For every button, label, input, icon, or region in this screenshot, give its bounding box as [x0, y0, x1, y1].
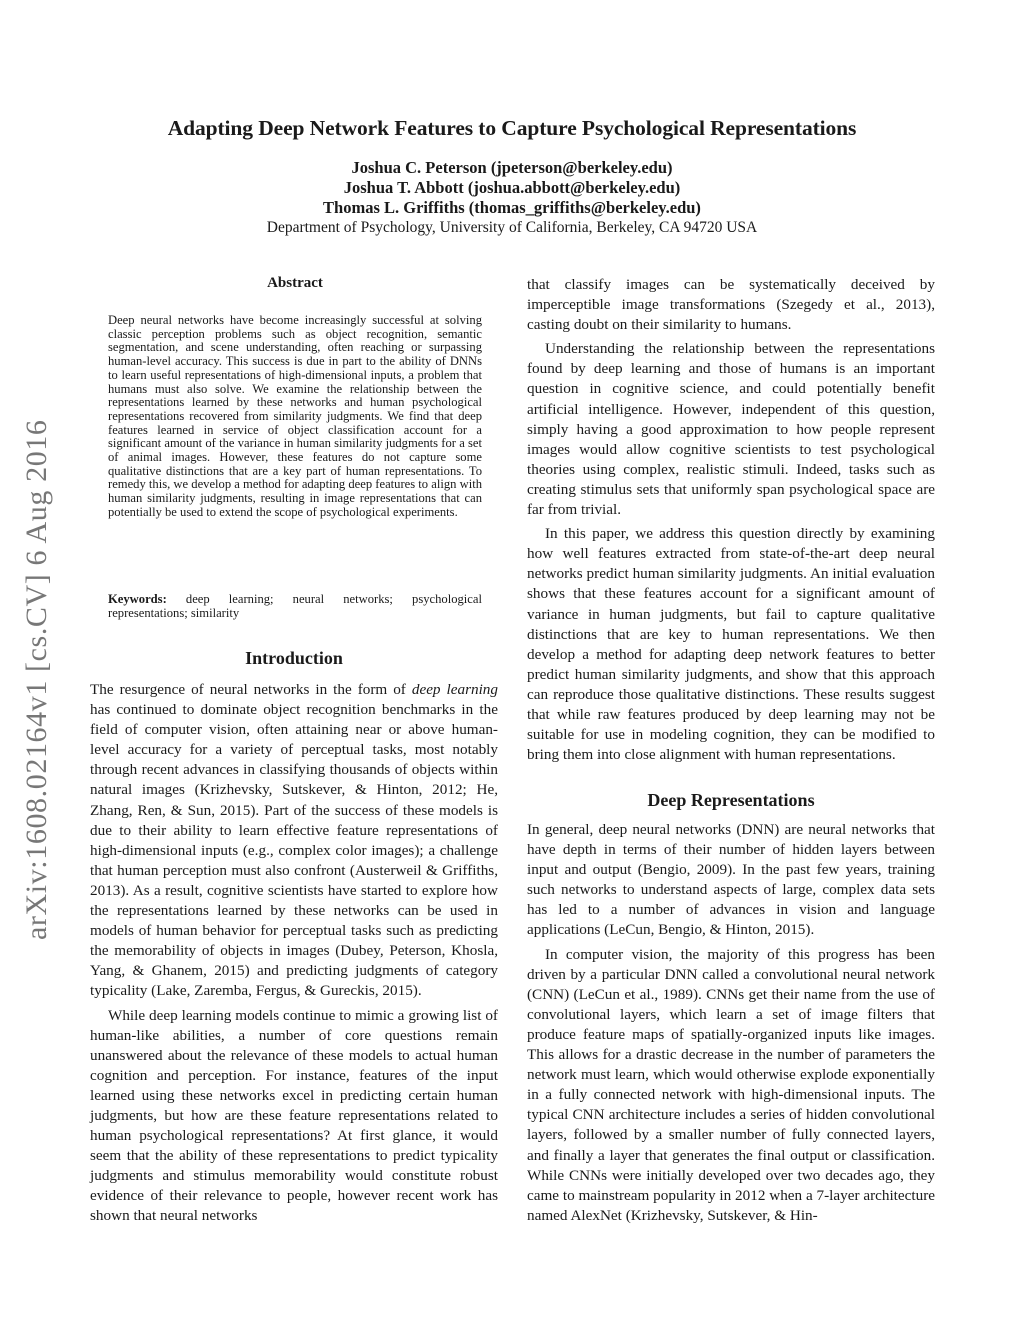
- right-column-text: [527, 275, 935, 765]
- intro-paragraph-2: While deep learning models continue to mimic a growing list of human-like abilities, a number of core questions remain unanswered about the relevance of these models to actual human cognition and perception. For instance, features of the input learned using these networks excel in predicting certain human judgments, but how are these feature representations related to human psychological representations? At first glance, it would seem that the ability of these representations to predict typicality judgments and stimulus memorability would constitute robust evidence of their relevance to people, however recent work has shown that neural networks: [90, 1006, 498, 1225]
- abstract-heading: Abstract: [267, 275, 323, 291]
- deep-representations-text: [527, 820, 935, 1226]
- intro-paragraph-4: Understanding the relationship between the representations found by deep learning and those of humans is an important question in cognitive science, and could potentially benefit artificial intelligence. However, independent of this question, simply having a good approximation to how people represent images would allow cognitive scientists to test psychological theories using complex, realistic stimuli. Indeed, tasks such as creating stimulus sets that uniformly span psychological space are far from trivial.: [527, 340, 935, 519]
- deep-rep-paragraph-1: In general, deep neural networks (DNN) are neural networks that have depth in terms of their number of hidden layers between input and output (Bengio, 2009). In the past few years, training such networks to understand aspects of large, complex data sets has led to a number of advances in vision and language applications (LeCun, Bengio, & Hinton, 2015).: [527, 821, 935, 939]
- introduction-heading: Introduction: [245, 648, 343, 668]
- intro-paragraph-5: In this paper, we address this question directly by examining how well features extracted from state-of-the-art deep neural networks predict human similarity judgments. An initial evaluation shows that these features account for a significant amount of variance in human judgments, but fail to capture qualitative distinctions that are key to human representations. We then develop a method for adapting deep network features to better predict human similarity judgments, and show that this approach can reproduce those qualitative distinctions. These results suggest that while raw features produced by deep learning may not be suitable for use in modeling cognition, they can be modified to bring them into close alignment with human representations.: [527, 525, 935, 764]
- keywords: [108, 592, 482, 620]
- paper-title: Adapting Deep Network Features to Capture Psychological Representations: [167, 116, 857, 140]
- intro-paragraph-3: that classify images can be systematically deceived by imperceptible image transformations (Szegedy et al., 2013), casting doubt on their similarity to humans.: [527, 276, 935, 334]
- author-3: Thomas L. Griffiths (thomas_griffiths@berkeley.edu): [323, 198, 701, 217]
- author-1: Joshua C. Peterson (jpeterson@berkeley.edu): [351, 158, 673, 177]
- keywords-label: Keywords:: [108, 592, 167, 606]
- affiliation: Department of Psychology, University of California, Berkeley, CA 94720 USA: [266, 219, 758, 236]
- left-column-text: [90, 680, 498, 1227]
- intro-p1-rest: has continued to dominate object recognition benchmarks in the field of computer vision, often attaining near or above human-level accuracy for a variety of perceptual tasks, most notably through recent advances in classifying thousands of objects within natural images (Krizhevsky, Sutskever, & Hinton, 2012; He, Zhang, Ren, & Sun, 2015). Part of the success of these models is due to their ability to learn effective feature representations of high-dimensional inputs (e.g., complex color images); a challenge that human perception must also confront (Austerweil & Griffiths, 2013). As a result, cognitive scientists have started to explore how the representations learned by these networks can be used in models of human behavior for perceptual tasks such as predicting the memorability of objects in images (Dubey, Peterson, Khosla, Yang, & Ghanem, 2015) and predicting judgments of category typicality (Lake, Zaremba, Fergus, & Gureckis, 2015).: [90, 701, 498, 1000]
- keywords-list: deep learning; neural networks; psychological representations; similarity: [108, 592, 482, 621]
- deep-rep-paragraph-2: In computer vision, the majority of this progress has been driven by a particular DNN called a convolutional neural network (CNN) (LeCun et al., 1989). CNNs get their name from the use of convolutional layers, which learn a set of image filters that produce feature maps of spatially-organized inputs like images. This allows for a drastic decrease in the number of parameters the network must learn, which would otherwise explode exponentially in a fully connected network with high-dimensional inputs. The typical CNN architecture includes a series of hidden convolutional layers, followed by a smaller number of fully connected layers, and finally a layer that generates the final output or classification. While CNNs were initially developed over two decades ago, they came to mainstream popularity in 2012 when a 7-layer architecture named AlexNet (Krizhevsky, Sutskever, & Hin-: [527, 945, 935, 1224]
- abstract-body: [108, 314, 482, 520]
- abstract-text: Deep neural networks have become increasingly successful at solving classic perception problems such as object recognition, semantic segmentation, and scene understanding, often reaching or surpassing human-level accuracy. This success is due in part to the ability of DNNs to learn useful representations of high-dimensional inputs, a problem that humans must also solve. We examine the relationship between the representations learned by these networks and human psychological representations recovered from similarity judgments. We find that deep features learned in service of object classification account for a significant amount of the variance in human similarity judgments for a set of animal images. However, these features do not capture some qualitative distinctions that are a key part of human representations. To remedy this, we develop a method for adapting deep features to align with human similarity judgments, resulting in image representations that can potentially be used to extend the scope of psychological experiments.: [108, 313, 482, 519]
- intro-paragraph-1: [90, 680, 498, 1002]
- intro-p1-italic: deep learning: [411, 681, 498, 698]
- deep-representations-heading: Deep Representations: [647, 790, 815, 810]
- author-2: Joshua T. Abbott (joshua.abbott@berkeley.edu): [343, 178, 681, 197]
- arxiv-identifier: arXiv:1608.02164v1 [cs.CV] 6 Aug 2016: [20, 419, 53, 940]
- intro-p1-start: The resurgence of neural networks in the form of: [90, 681, 412, 698]
